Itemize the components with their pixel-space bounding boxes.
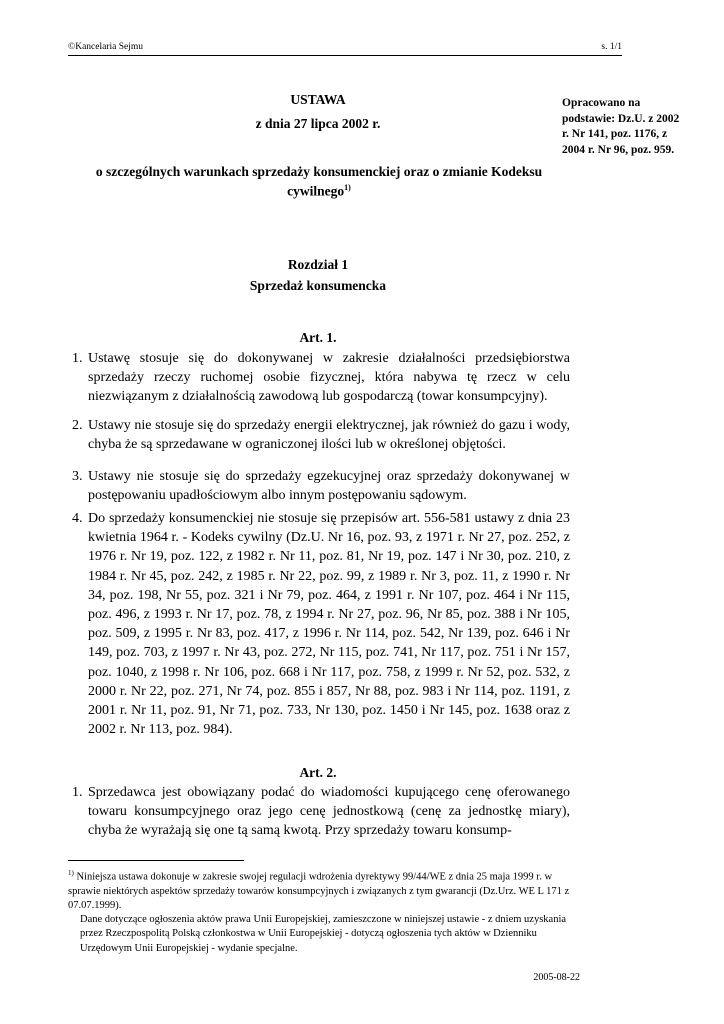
art1-point-text: Ustawy nie stosuje się do sprzedaży egzekucyjnej oraz sprzedaży dokonywanej w postępowaniu upadłościowym albo innym postępowaniu sądowym. (88, 469, 570, 504)
footnote-reference: 1) (344, 183, 351, 192)
act-subject-line2-text: cywilnego (287, 183, 345, 199)
header-page-number: s. 1/1 (601, 42, 622, 52)
footnote (68, 866, 570, 956)
act-subject-line1: o szczególnych warunkach sprzedaży konsumenckiej oraz o zmianie Kodeksu (95, 164, 543, 179)
document-date: 2005-08-22 (533, 972, 580, 983)
art1-point-text: Do sprzedaży konsumenckiej nie stosuje się przepisów art. 556-581 ustawy z dnia 23 kwietnia 1964 r. - Kodeks cywilny (Dz.U. Nr 16, poz. 93, z 1971 r. Nr 27, poz. 252, z 1976 r. Nr 19, poz. 122, z 1982 r. Nr 11, poz. 81, Nr 19, poz. 147 i Nr 30, poz. 210, z 1984 r. Nr 45, poz. 242, z 1985 r. Nr 22, poz. 99, z 1989 r. Nr 3, poz. 11, z 1990 r. Nr 34, poz. 198, Nr 55, poz. 321 i Nr 79, poz. 464, z 1991 r. Nr 107, poz. 464 i Nr 115, poz. 496, z 1993 r. Nr 17, poz. 78, z 1994 r. Nr 27, poz. 96, Nr 85, poz. 388 i Nr 105, poz. 509, z 1995 r. Nr 83, poz. 417, z 1996 r. Nr 114, poz. 542, Nr 139, poz. 646 i Nr 149, poz. 703, z 1997 r. Nr 43, poz. 272, Nr 115, poz. 741, Nr 117, poz. 751 i Nr 157, poz. 1040, z 1998 r. Nr 106, poz. 668 i Nr 117, poz. 758, z 1999 r. Nr 52, poz. 532, z 2000 r. Nr 22, poz. 271, Nr 74, poz. 855 i 857, Nr 88, poz. 983 i Nr 114, poz. 1191, z 2001 r. Nr 11, poz. 91, Nr 71, poz. 733, Nr 130, poz. 1450 i Nr 145, poz. 1638 oraz z 2002 r. Nr 113, poz. 984). (88, 511, 570, 738)
art1-point-text: Ustawy nie stosuje się do sprzedaży energii elektrycznej, jak również do gazu i wody, chyba że są sprzedawane w ograniczonej ilości lub w określonej objętości. (88, 418, 570, 453)
art2-point-text: Sprzedawca jest obowiązany podać do wiadomości kupującego cenę oferowanego towaru konsumpcyjnego oraz jego cenę jednostkową (cenę za jednostkę miary), chyba że wyrażają się one tą samą kwotą. Przy sprzedaży towaru konsump- (88, 785, 570, 839)
footnote-divider (68, 860, 244, 861)
art1-point-text: Ustawę stosuje się do dokonywanej w zakresie działalności przedsiębiorstwa sprzedaży rzeczy ruchomej osobie fizycznej, która nabywa tę rzecz w celu niezwiązanym z działalnością zawodową lub gospodarczą (towar konsumpcyjny). (88, 351, 570, 405)
footnote-paragraph (68, 866, 570, 913)
art2-heading: Art. 2. (299, 765, 337, 780)
act-type: USTAWA (290, 92, 346, 107)
footnote-mark: 1) (68, 869, 74, 877)
chapter-name: Sprzedaż konsumencka (249, 278, 387, 293)
art1-point-number: 2. (72, 418, 83, 433)
art1-point-number: 4. (72, 511, 83, 526)
header-publisher: ©Kancelaria Sejmu (68, 42, 144, 52)
source-note: Opracowano na podstawie: Dz.U. z 2002 r. Nr 141, poz. 1176, z 2004 r. Nr 96, poz. 959. (562, 97, 680, 156)
act-date: z dnia 27 lipca 2002 r. (255, 116, 381, 131)
art1-point-number: 1. (72, 351, 83, 366)
footnote-text: Niniejsza ustawa dokonuje w zakresie swojej regulacji wdrożenia dyrektywy 99/44/WE z dnia 25 maja 1999 r. w sprawie niektórych aspektów sprzedaży towarów konsumpcyjnych i związanych z tym gwarancji (Dz.Urz. WE L 171 z 07.07.1999). (68, 871, 570, 911)
act-subject-line2 (64, 183, 574, 200)
footnote-paragraph: Dane dotyczące ogłoszenia aktów prawa Unii Europejskiej, zamieszczone w niniejszej ustawie - z dniem uzyskania przez Rzeczpospolitą Polską członkostwa w Unii Europejskiej - dotyczą ogłoszenia tych aktów w Dzienniku Urzędowym Unii Europejskiej - wydanie specjalne. (80, 914, 567, 954)
chapter-label: Rozdział 1 (287, 257, 349, 272)
art1-heading: Art. 1. (299, 330, 337, 345)
page-header (68, 42, 622, 56)
art1-point-number: 3. (72, 469, 83, 484)
art2-point-number: 1. (72, 785, 83, 800)
